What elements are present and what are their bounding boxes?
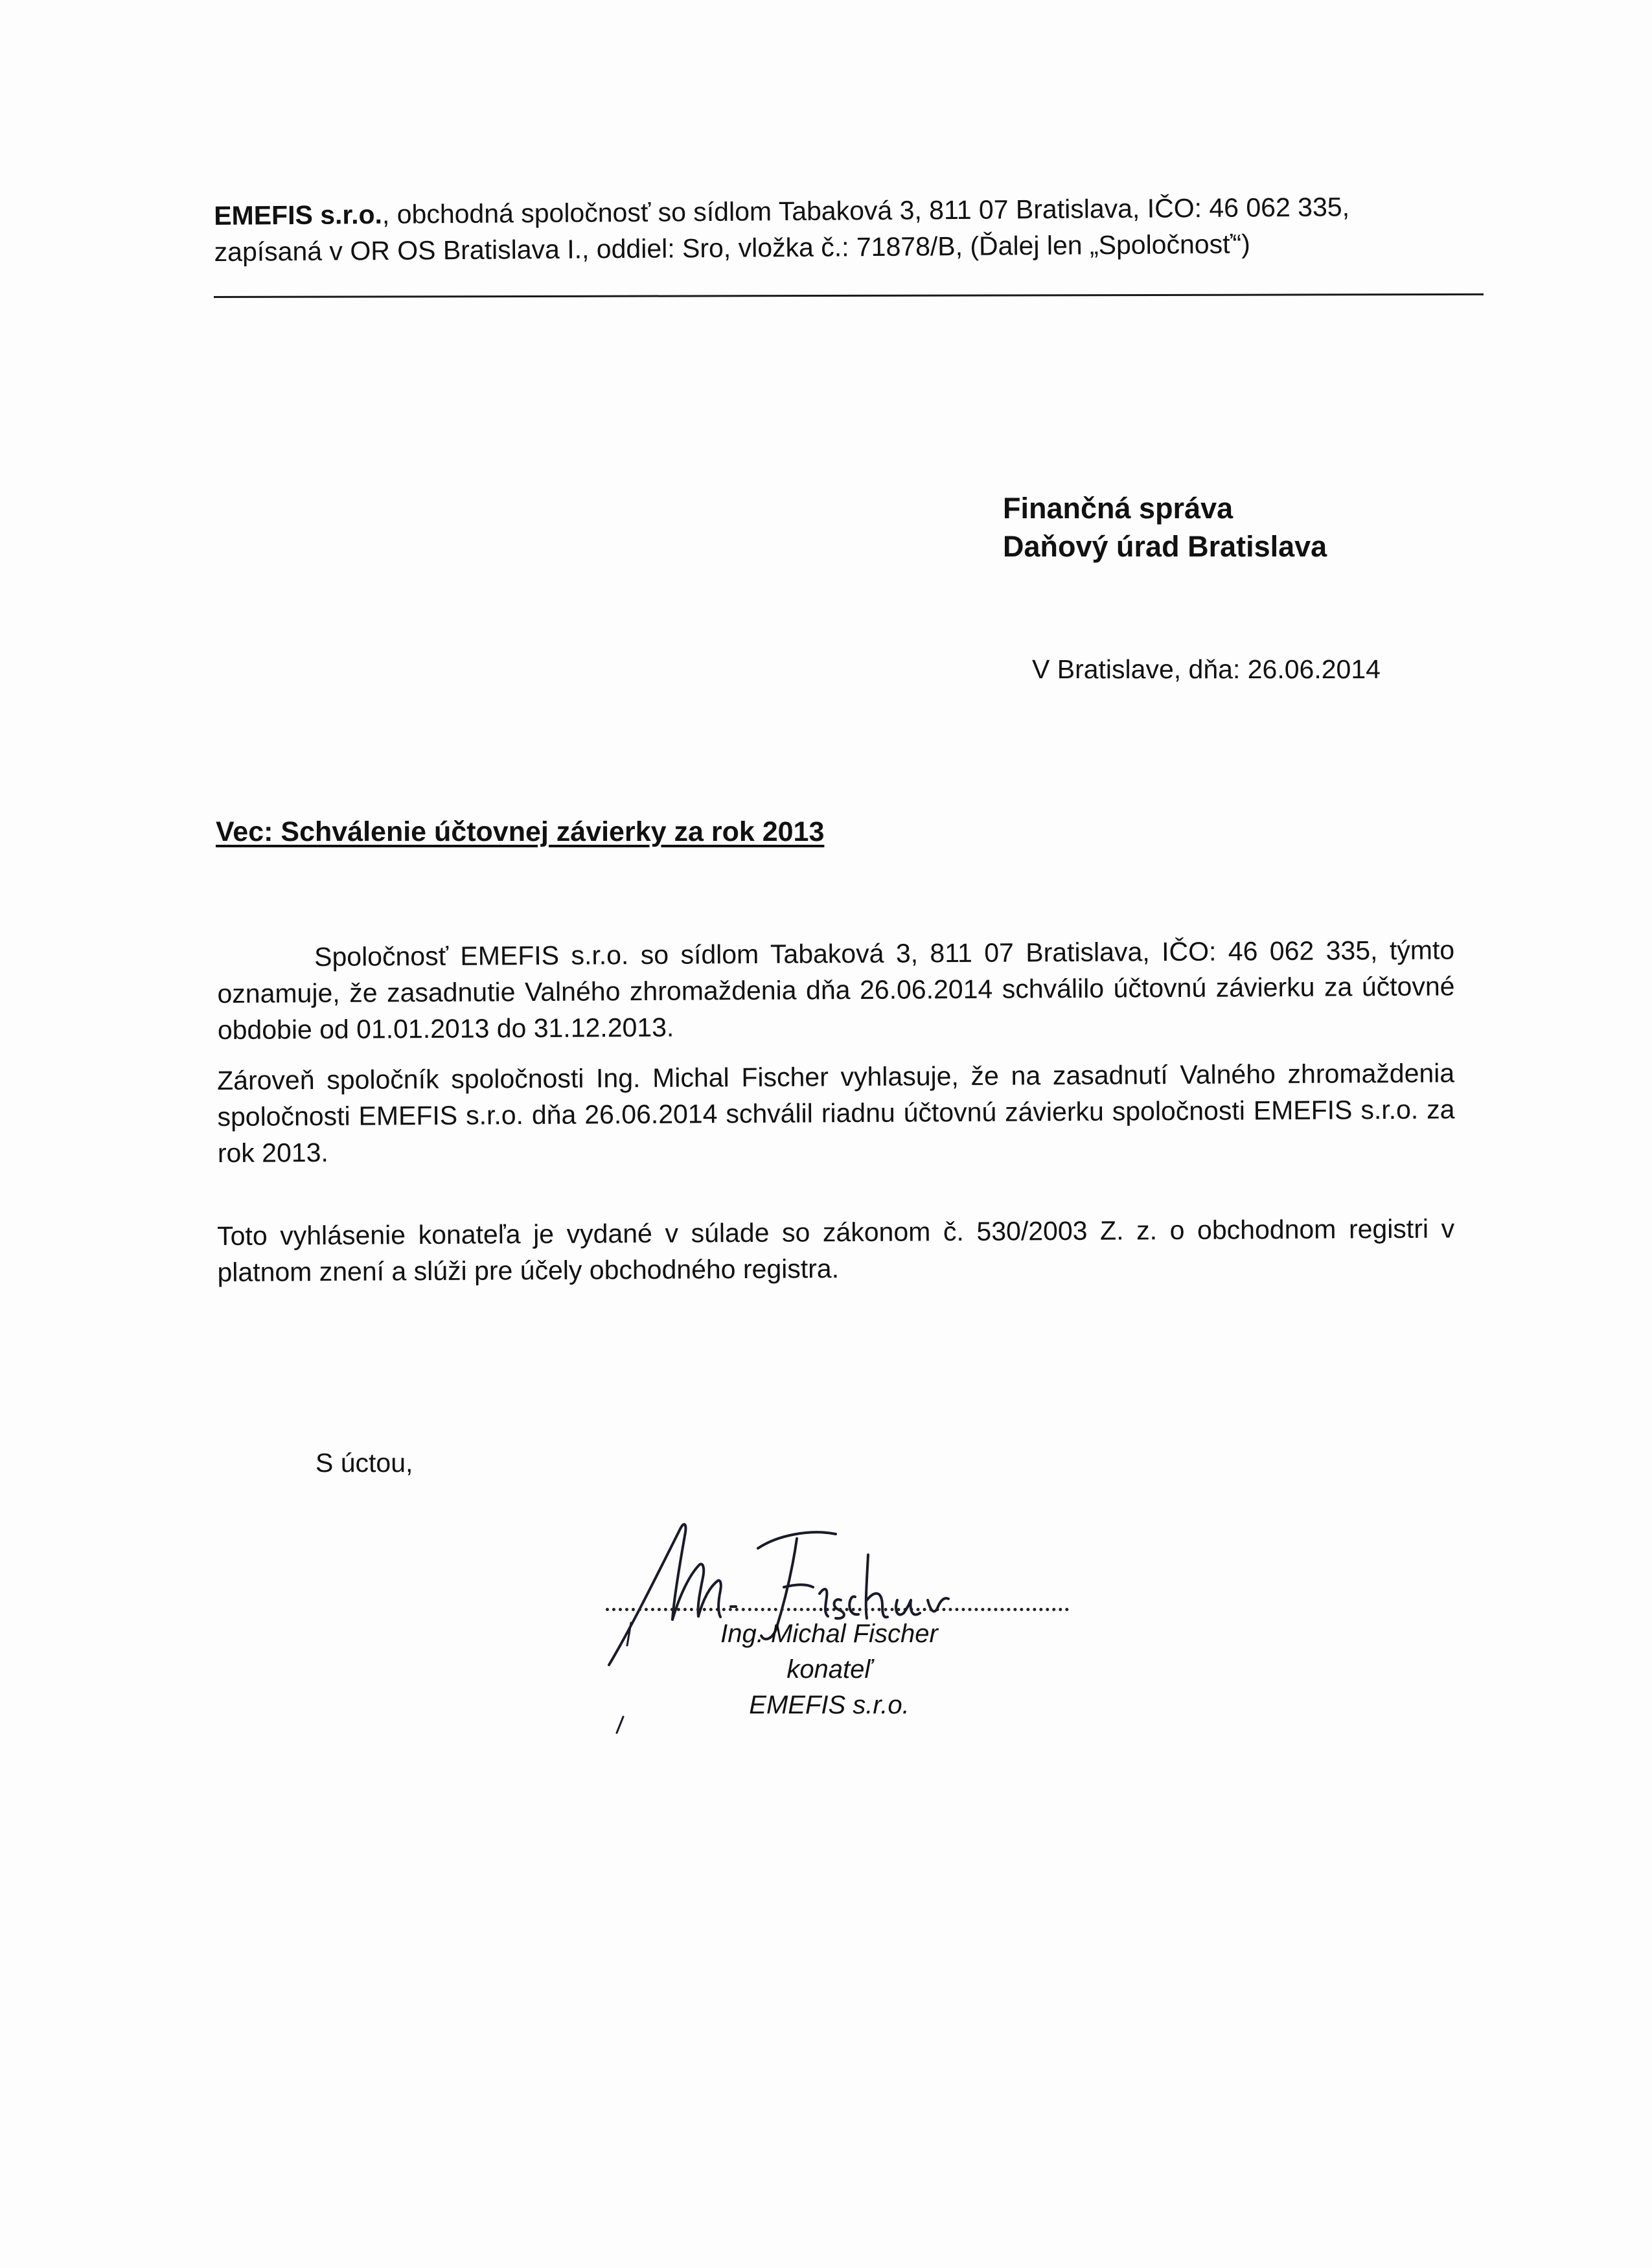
company-address: , obchodná spoločnosť so sídlom Tabaková 3, 811 07 Bratislava, IČO: 46 062 335, — [382, 192, 1350, 229]
body-paragraph-2: Zároveň spoločník spoločnosti Ing. Michal Fischer vyhlasuje, že na zasadnutí Valného zhromaždenia spoločnosti EMEFIS s.r.o. dňa 26.06.2014 schválil riadnu účtovnú závierku spoločnosti EMEFIS s.r.o. za rok 2013. — [217, 1058, 1455, 1168]
letterhead-divider — [214, 293, 1484, 298]
company-name: EMEFIS s.r.o. — [214, 199, 383, 231]
place-and-date: V Bratislave, dňa: 26.06.2014 — [1032, 654, 1381, 684]
letterhead-line-2: zapísaná v OR OS Bratislava I., oddiel: Sro, vložka č.: 71878/B, (Ďalej len „Spoločnosť“) — [214, 229, 1250, 267]
signer-name: Ing. Michal Fischer — [720, 1620, 938, 1648]
body-paragraph-3: Toto vyhlásenie konateľa je vydané v súlade so zákonom č. 530/2003 Z. z. o obchodnom registri v platnom znení a slúži pre účely obchodného registra. — [217, 1213, 1455, 1287]
closing-salutation: S úctou, — [315, 1448, 413, 1478]
signer-block — [719, 1616, 939, 1723]
signer-role: konateľ — [786, 1655, 872, 1684]
signature-tail-stroke — [609, 1620, 635, 1736]
recipient-block — [1003, 489, 1327, 566]
letterhead — [214, 188, 1478, 270]
recipient-line-2: Daňový úrad Bratislava — [1003, 530, 1327, 563]
signature-line — [606, 1608, 1069, 1611]
body-paragraph-1: Spoločnosť EMEFIS s.r.o. so sídlom Tabaková 3, 811 07 Bratislava, IČO: 46 062 335, týmto oznamuje, že zasadnutie Valného zhromaždenia dňa 26.06.2014 schválilo účtovnú závierku za účtovné obdobie od 01.01.2013 do 31.12.2013. — [217, 935, 1455, 1045]
recipient-line-1: Finančná správa — [1003, 492, 1233, 525]
signer-company: EMEFIS s.r.o. — [749, 1691, 910, 1719]
subject-line: Vec: Schválenie účtovnej závierky za rok 2013 — [216, 816, 825, 847]
